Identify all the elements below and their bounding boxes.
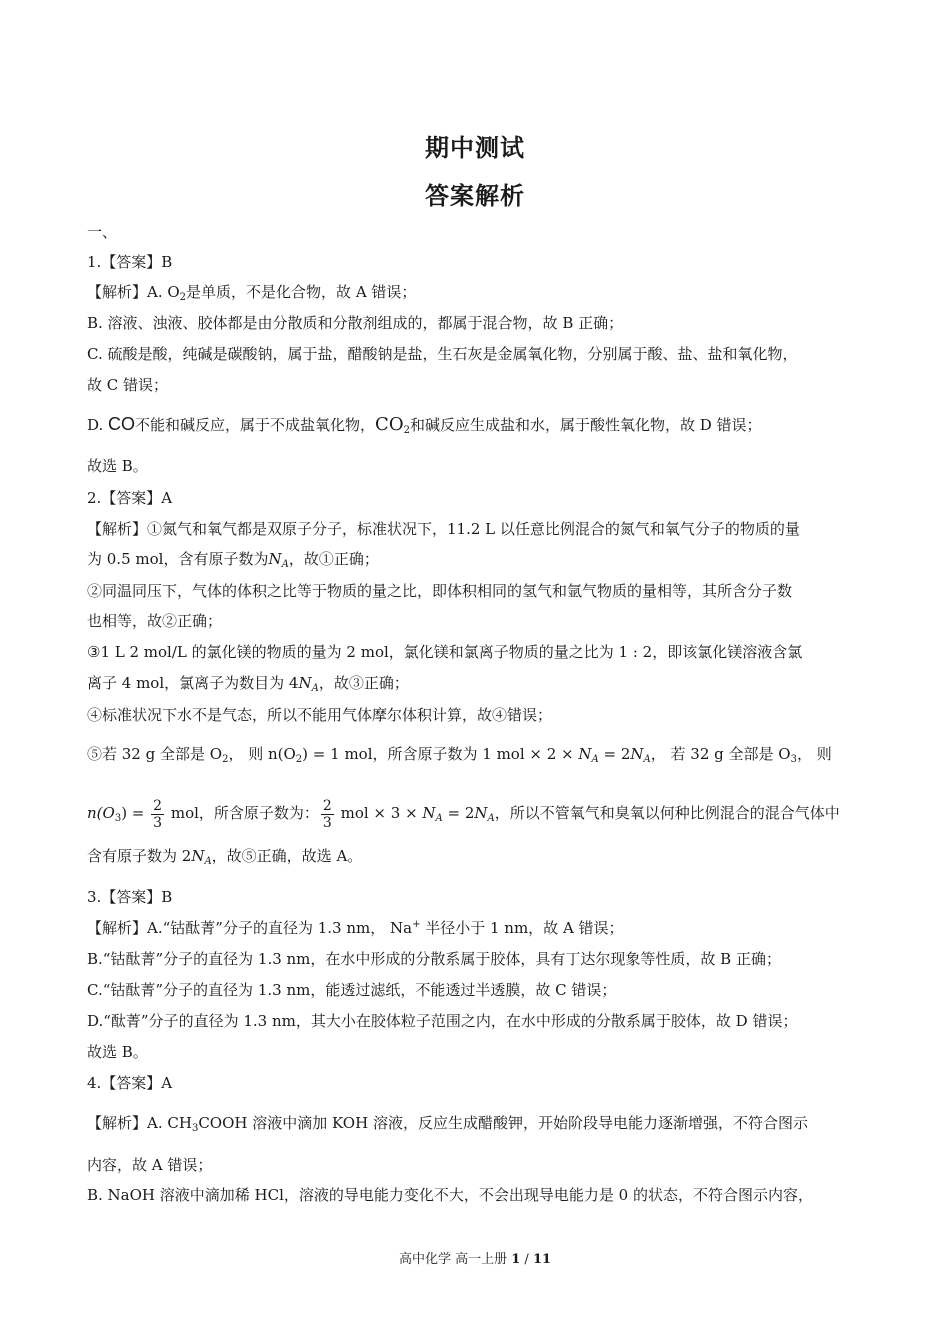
q3-answer: 3.【答案】B bbox=[87, 888, 173, 906]
q3-option-c: C.“钴酞菁”分子的直径为 1.3 nm，能透过滤纸，不能透过半透膜，故 C 错误； bbox=[87, 981, 617, 999]
page-title: 期中测试 bbox=[425, 134, 525, 162]
q2-line6: 离子 4 mol，氯离子为数目为 $4N_A$，故③正确； bbox=[87, 674, 409, 694]
q1-conclusion: 故选 B。 bbox=[87, 457, 148, 475]
q2-line7: ④标准状况下水不是气态，所以不能用气体摩尔体积计算，故④错误； bbox=[87, 706, 553, 724]
page-footer: 高中化学 高一上册 1 / 11 bbox=[398, 1252, 552, 1267]
q3-option-b: B.“钴酞菁”分子的直径为 1.3 nm，在水中形成的分散系属于胶体，具有丁达尔现象等性质，故 B 正确； bbox=[87, 950, 781, 968]
q4-option-a: 【解析】A. $CH_3COOH$ 溶液中滴加 KOH 溶液，反应生成醋酸钾，开始阶段导电能力逐渐增强，不符合图示 bbox=[87, 1114, 808, 1134]
q1-option-c-line2: 故 C 错误； bbox=[87, 376, 169, 394]
page-subtitle: 答案解析 bbox=[425, 182, 525, 210]
q2-line9: $n(O_3)$ = $\frac{2}{3}$ mol，所含原子数为： $\frac{2}{3}$ mol × $3 \times N_A = 2N_A$，所以不管氧气和臭氧以何种比例混合的混合气体中 bbox=[87, 797, 840, 831]
q4-answer: 4.【答案】A bbox=[87, 1074, 173, 1092]
q3-option-d: D.“酞菁”分子的直径为 1.3 nm，其大小在胶体粒子范围之内，在水中形成的分散系属于胶体，故 D 错误； bbox=[87, 1012, 798, 1030]
q1-option-c-line1: C. 硫酸是酸，纯碱是碳酸钠，属于盐，醋酸钠是盐，生石灰是金属氧化物，分别属于酸、盐、盐和氧化物， bbox=[87, 345, 798, 363]
q2-line10: 含有原子数为 $2N_A$，故⑤正确，故选 A。 bbox=[87, 847, 363, 867]
q2-line4: 也相等，故②正确； bbox=[87, 612, 223, 630]
q1-option-a: 【解析】A. $O_2$是单质，不是化合物，故 A 错误； bbox=[87, 283, 417, 303]
q1-option-b: B. 溶液、浊液、胶体都是由分散质和分散剂组成的，都属于混合物，故 B 正确； bbox=[87, 314, 624, 332]
page-total: 11 bbox=[532, 1252, 552, 1267]
q2-line5: ③1 L 2 mol/L 的氯化镁的物质的量为 2 mol，氯化镁和氯离子物质的量之比为 1 : 2，即该氯化镁溶液含氯 bbox=[87, 643, 803, 661]
q3-option-a: 【解析】A.“钴酞菁”分子的直径为 1.3 nm， Na+ 半径小于 1 nm，故 A 错误； bbox=[87, 919, 624, 937]
page-number: 1 bbox=[511, 1252, 521, 1267]
q1-option-d: D. CO不能和碱反应，属于不成盐氧化物，$CO_2$和碱反应生成盐和水，属于酸性氧化物，故 D 错误； bbox=[87, 414, 762, 436]
fraction-two-thirds: $\frac{2}{3}$ bbox=[153, 797, 163, 831]
q2-line1: 【解析】①氮气和氧气都是双原子分子，标准状况下，11.2 L 以任意比例混合的氮气和氧气分子的物质的量 bbox=[87, 520, 800, 538]
q2-line2: 为 0.5 mol，含有原子数为$N_A$，故①正确； bbox=[87, 550, 379, 570]
q1-answer: 1.【答案】B bbox=[87, 253, 173, 271]
section-heading: 一、 bbox=[87, 223, 118, 241]
q3-conclusion: 故选 B。 bbox=[87, 1043, 148, 1061]
q4-option-b: B. NaOH 溶液中滴加稀 HCl，溶液的导电能力变化不大，不会出现导电能力是 0 的状态，不符合图示内容， bbox=[87, 1186, 813, 1204]
q2-answer: 2.【答案】A bbox=[87, 489, 173, 507]
q2-line8: ⑤若 32 g 全部是 $O_2$， 则 $n(O_2) = 1$ mol，所含原子数为 1 mol × $2 \times N_A = 2N_A$， 若 32 g 全部是 $O_3$， 则 bbox=[87, 745, 832, 765]
fraction-two-thirds: $\frac{2}{3}$ bbox=[322, 797, 332, 831]
q2-line3: ②同温同压下，气体的体积之比等于物质的量之比，即体积相同的氢气和氩气物质的量相等，其所含分子数 bbox=[87, 582, 793, 600]
q4-option-a-line2: 内容，故 A 错误； bbox=[87, 1156, 213, 1174]
